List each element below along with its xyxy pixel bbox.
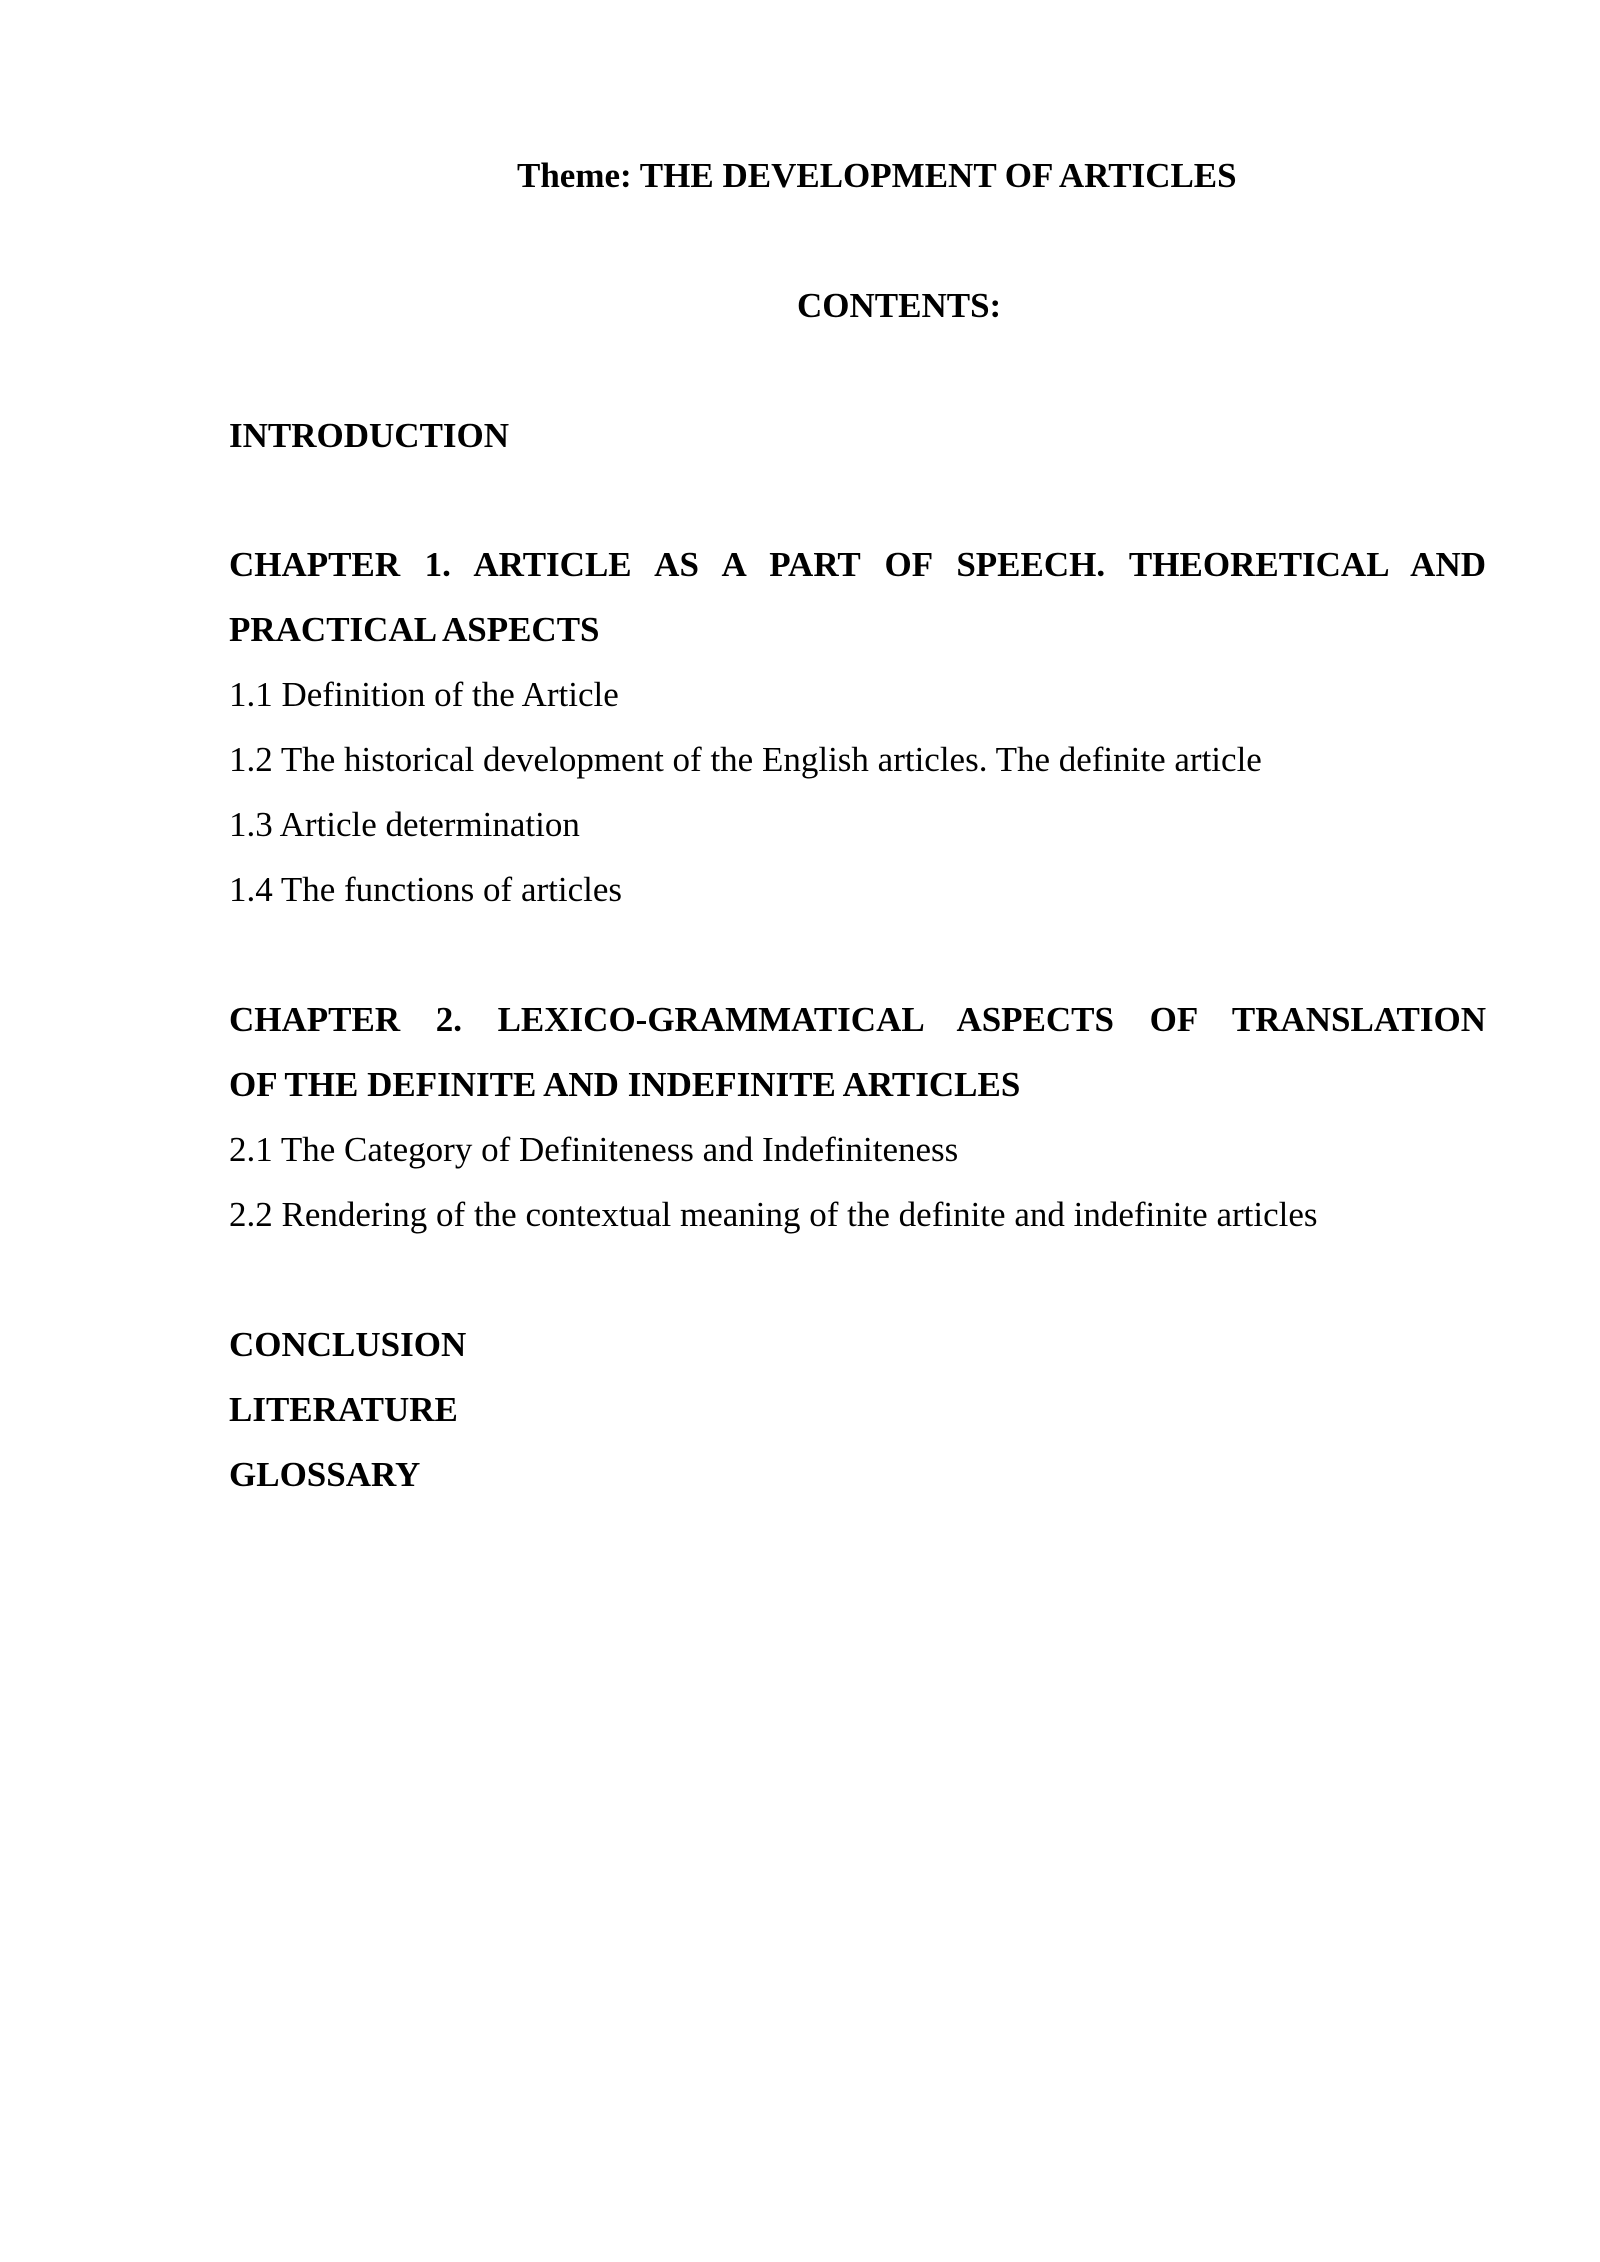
toc-item-1-4: 1.4 The functions of articles (229, 870, 622, 909)
toc-glossary: GLOSSARY (229, 1455, 421, 1494)
theme-title: Theme: THE DEVELOPMENT OF ARTICLES (517, 156, 1237, 195)
contents-heading: CONTENTS: (797, 286, 1002, 325)
toc-chapter1-title-line1: CHAPTER 1. ARTICLE AS A PART OF SPEECH. THEORETICAL AND (229, 545, 1486, 584)
toc-literature: LITERATURE (229, 1390, 458, 1429)
toc-item-1-1: 1.1 Definition of the Article (229, 675, 619, 714)
toc-item-2-2: 2.2 Rendering of the contextual meaning of the definite and indefinite articles (229, 1195, 1318, 1234)
toc-item-2-1: 2.1 The Category of Definiteness and Indefiniteness (229, 1130, 959, 1169)
toc-introduction: INTRODUCTION (229, 416, 510, 455)
toc-conclusion: CONCLUSION (229, 1325, 467, 1364)
toc-item-1-3: 1.3 Article determination (229, 805, 580, 844)
toc-chapter2-title-line2: OF THE DEFINITE AND INDEFINITE ARTICLES (229, 1065, 1021, 1104)
toc-chapter2-title-line1: CHAPTER 2. LEXICO-GRAMMATICAL ASPECTS OF TRANSLATION (229, 1000, 1486, 1039)
toc-chapter1-title-line2: PRACTICAL ASPECTS (229, 610, 600, 649)
toc-item-1-2: 1.2 The historical development of the English articles. The definite article (229, 740, 1262, 779)
